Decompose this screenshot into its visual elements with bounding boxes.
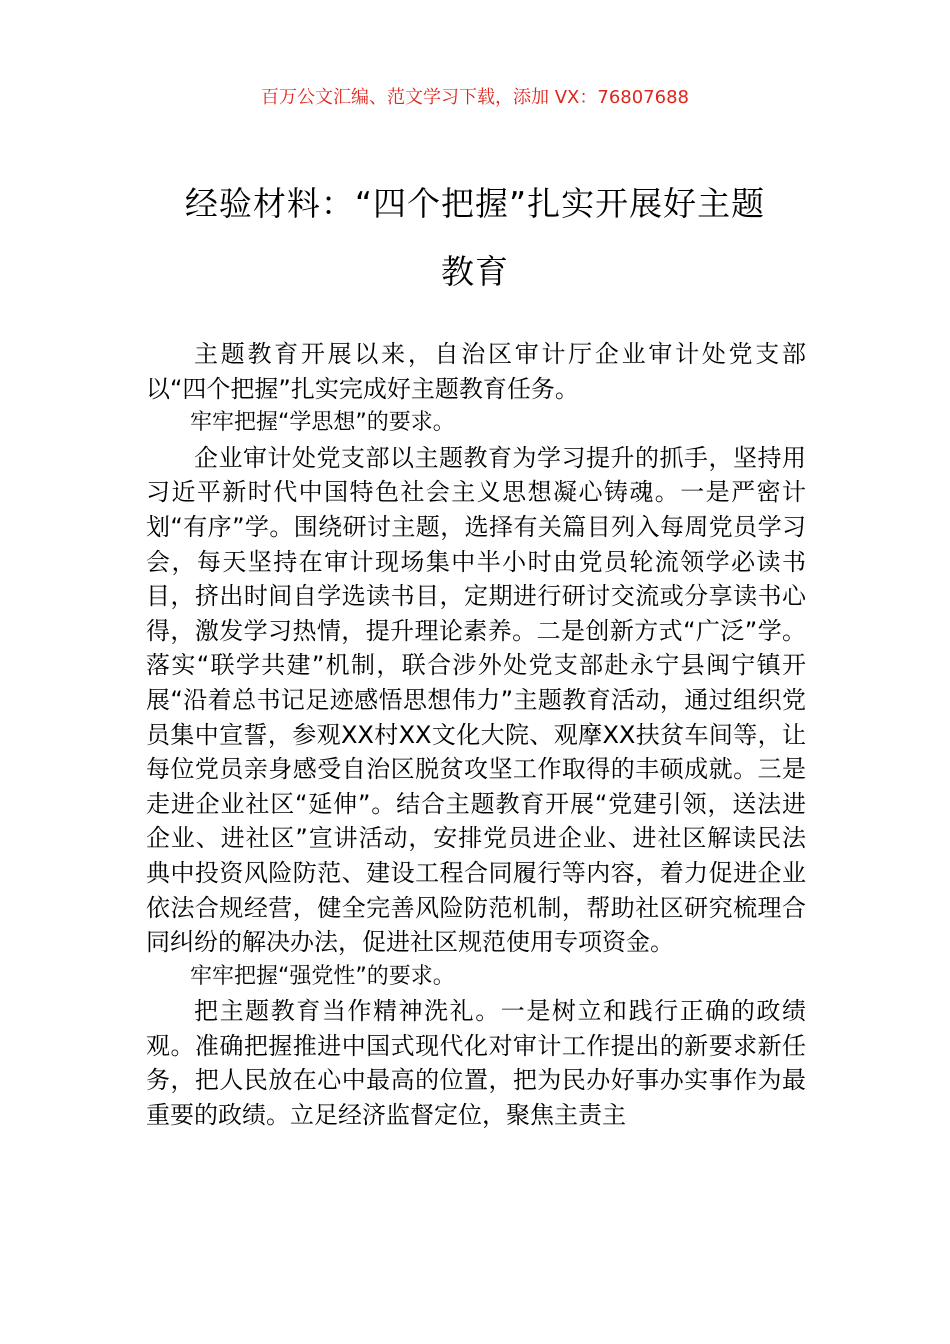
intro-paragraph: 主题教育开展以来，自治区审计厅企业审计处党支部以“四个把握”扎实完成好主题教育任务。: [146, 340, 806, 403]
document-title: [120, 170, 830, 306]
title-line-1: 经验材料：“四个把握”扎实开展好主题: [184, 184, 766, 223]
section-heading-party-spirit: 牢牢把握“强党性”的要求。: [190, 963, 455, 989]
title-line-2: 教育: [441, 252, 509, 291]
party-spirit-paragraph: 把主题教育当作精神洗礼。一是树立和践行正确的政绩观。准确把握推进中国式现代化对审计工作提出的新要求新任务，把人民放在心中最高的位置，把为民办好事办实事作为最重要的政绩。立足经济监督定位，聚焦主责主: [146, 997, 806, 1130]
section-heading-study: 牢牢把握“学思想”的要求。: [190, 410, 455, 436]
study-paragraph: 企业审计处党支部以主题教育为学习提升的抓手，坚持用习近平新时代中国特色社会主义思想凝心铸魂。一是严密计划“有序”学。围绕研讨主题，选择有关篇目列入每周党员学习会，每天坚持在审计现场集中半小时由党员轮流领学必读书目，挤出时间自学选读书目，定期进行研讨交流或分享读书心得，激发学习热情，提升理论素养。二是创新方式“广泛”学。落实“联学共建”机制，联合涉外处党支部赴永宁县闽宁镇开展“沿着总书记足迹感悟思想伟力”主题教育活动，通过组织党员集中宣誓，参观XX村XX文化大院、观摩XX扶贫车间等，让每位党员亲身感受自治区脱贫攻坚工作取得的丰硕成就。三是走进企业社区“延伸”。结合主题教育开展“党建引领，送法进企业、进社区”宣讲活动，安排党员进企业、进社区解读民法典中投资风险防范、建设工程合同履行等内容，着力促进企业依法合规经营，健全完善风险防范机制，帮助社区研究梳理合同纠纷的解决办法，促进社区规范使用专项资金。: [146, 443, 806, 957]
document-body: [146, 337, 806, 1133]
watermark-text: 百万公文汇编、范文学习下载，添加 VX：76807688: [261, 87, 689, 108]
